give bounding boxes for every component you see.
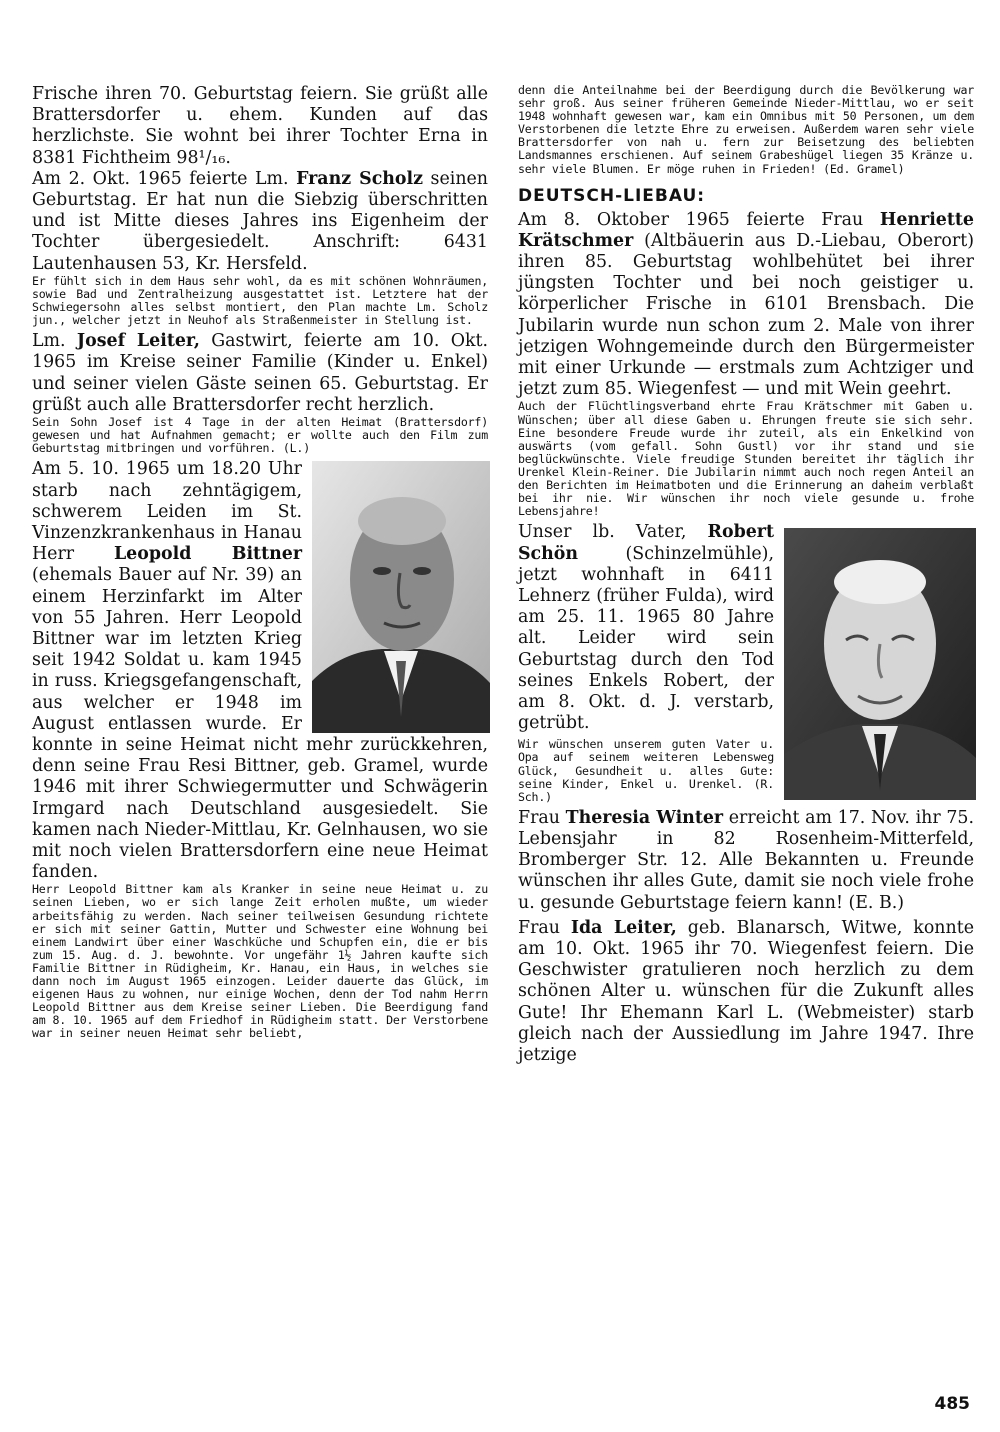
person-name: Theresia Winter <box>565 807 724 828</box>
text-run: erreicht am 17. Nov. ihr 75. Lebensjahr in 82 Rosenheim-Mitterfeld, Bromberger Str. 12. Alle Bekannten u. Freunde wünschen ihr alles Gute, damit sie noch viele frohe u. gesunde Geburtstage feiern kann! (E. B.) <box>518 807 974 913</box>
portrait-photo-leopold-bittner <box>312 461 490 733</box>
right-column <box>518 84 974 1066</box>
left-column <box>32 84 488 1044</box>
text-run: Unser lb. Vater, <box>518 522 708 543</box>
leiter-paragraph <box>32 331 488 416</box>
kraetschmer-paragraph <box>518 210 974 401</box>
person-name: Leopold Bittner <box>113 544 302 565</box>
person-name: Ida Leiter, <box>570 917 677 938</box>
text-run: Frau <box>518 917 571 938</box>
schoen-note: Wir wünschen unserem guten Vater u. Opa auf seinem weiteren Lebensweg Glück, Gesundheit u. alles Gute: seine Kinder, Enkel u. Urenkel. (R. Sch.) <box>518 737 774 804</box>
winter-paragraph <box>518 808 974 914</box>
text-run: seinen Geburtstag. Er hat nun die Siebzig überschritten und ist Mitte dieses Jahres ins Eigenheim der Tochter übergesiedelt. Anschrift: 6431 Lautenhausen 53, Kr. Hersfeld. <box>32 168 489 274</box>
text-run: Gastwirt, feierte am 10. Okt. 1965 im Kreise seiner Familie (Kinder u. Enkel) und seiner vielen Gäste seinen 65. Geburtstag. Er grüßt auch alle Brattersdorfer recht herzlich. <box>32 331 489 415</box>
scholz-paragraph <box>32 169 488 275</box>
text-run: geb. Blanarsch, Witwe, konnte am 10. Okt. 1965 ihr 70. Wiegenfest feiern. Die Geschwister gratulieren noch herzlich zu dem schönen Alter u. wünschen für die Zukunft alles Gute! Ihr Ehemann Karl L. (Webmeister) starb gleich nach der Aussiedlung im Jahre 1947. Ihre jetzige <box>518 917 974 1066</box>
bittner-note: Herr Leopold Bittner kam als Kranker in seine neue Heimat u. zu seinen Lieben, wo er sich lange Zeit erholen mußte, um wieder arbeitsfähig zu werden. Nach seiner teilweisen Gesundung richtete er sich mit seiner Gattin, Mutter und Schwester eine Wohnung bei einem Landwirt über einer Waschküche und Schupfen ein, die er bis zum 15. Aug. d. J. bewohnte. Vor ungefähr 1½ Jahren kaufte sich Familie Bittner in Rüdigheim, Kr. Hanau, ein Haus, in welches sie dann noch im August 1965 einzogen. Leider dauerte das Glück, im eigenen Haus zu wohnen, nur einige Wochen, denn der Tod nahm Herrn Leopold Bittner aus dem Kreise seiner Lieben. Die Beerdigung fand am 8. 10. 1965 auf dem Friedhof in Rüdigheim statt. Der Verstorbene war in seiner neuen Heimat sehr beliebt, <box>32 882 488 1041</box>
text-run: (Altbäuerin aus D.-Liebau, Oberort) ihren 85. Geburtstag wohlbehütet bei ihrer jüngsten Tochter und bei noch geistiger u. körperlicher Frische in 6101 Brensbach. Die Jubilarin wurde nun schon zum 2. Male von ihrer jetzigen Wohngemeinde durch den Bürgermeister mit einer Urkunde — erstmals zum Achtziger und jetzt zum 85. Wiegenfest — und mit Wein geehrt. <box>518 230 974 400</box>
page-number: 485 <box>934 1394 970 1414</box>
text-run: Am 5. 10. 1965 um 18.20 Uhr starb nach zehntägigem, schwerem Leiden im St. Vinzenzkrankenhaus in Hanau Herr <box>32 459 302 565</box>
person-name: Henriette Krätschmer <box>518 209 974 251</box>
kraetschmer-note: Auch der Flüchtlingsverband ehrte Frau Krätschmer mit Gaben u. Wünschen; über all diese Gaben u. Ehrungen freute sie sich sehr. Eine besondere Freude wurde ihr zuteil, als ein Enkelkind von auswärts (vom gefall. Sohn Gustl) vor ihr stand und sie beglückwünschte. Viele freudige Stunden bereitet ihr täglich ihr Urenkel Klein-Reiner. Die Jubilarin nimmt auch noch regen Anteil an den Berichten im Heimatboten und die Erinnerung an daheim verblaßt bei ihr nie. Wir wünschen ihr noch viele gesunde u. frohe Lebensjahre! <box>518 399 974 519</box>
person-name: Franz Scholz <box>296 168 424 189</box>
text-run: Frau <box>518 807 566 828</box>
text-run: Am 2. Okt. 1965 feierte Lm. <box>32 168 297 189</box>
leiter-note: Sein Sohn Josef ist 4 Tage in der alten Heimat (Brattersdorf) gewesen und hat Aufnahmen gemacht; er wollte auch den Film zum Geburtstag mitbringen und vorführen. (L.) <box>32 415 488 456</box>
person-name: Robert Schön <box>518 522 774 564</box>
person-name: Josef Leiter, <box>76 331 200 352</box>
text-run: Lm. <box>32 331 77 352</box>
funeral-note: denn die Anteilnahme bei der Beerdigung durch die Bevölkerung war sehr groß. Aus seiner früheren Gemeinde Nieder-Mittlau, wo er seit 1948 wohnhaft gewesen war, kam ein Omnibus mit 50 Personen, um dem Verstorbenen die letzte Ehre zu erweisen. Außerdem waren sehr viele Brattersdorfer von nah u. fern zur Beisetzung des beliebten Landsmannes erschienen. Auf seinem Grabeshügel liegen 35 Kränze u. sehr viele Blumen. Er möge ruhen in Frieden! (Ed. Gramel) <box>518 83 974 176</box>
ida-leiter-paragraph <box>518 918 974 1066</box>
section-heading: DEUTSCH-LIEBAU: <box>518 185 706 206</box>
scholz-note: Er fühlt sich in dem Haus sehr wohl, da es mit schönen Wohnräumen, sowie Bad und Zentralheizung ausgestattet ist. Letztere hat der Schwiegersohn alles selbst montiert, den Plan machte Lm. Scholz jun., welcher jetzt in Neuhof als Straßenmeister in Stellung ist. <box>32 273 488 328</box>
text-run: (Schinzelmühle), jetzt wohnhaft in 6411 Lehnerz (früher Fulda), wird am 25. 11. 1965 80 Jahre alt. Leider wird sein Geburtstag durch den Tod seines Enkels Robert, der am 8. Okt. d. J. verstarb, getrübt. <box>518 543 774 734</box>
text-run: Am 8. Oktober 1965 feierte Frau <box>518 209 880 230</box>
text-run: (ehemals Bauer auf Nr. 39) an einem Herzinfarkt im Alter von 55 Jahren. Herr Leopold Bittner war im letzten Krieg seit 1942 Soldat u. kam 1945 in russ. Kriegsgefangenschaft, aus welcher er 1948 im August entlassen wurde. Er konnte in seine Heimat nicht mehr zurückkehren, denn seine Frau Resi Bittner, geb. Gramel, wurde 1946 mit ihrer Schwiegermutter und Schwägerin Irmgard nach Deutschland ausgesiedelt. Sie kamen nach Nieder-Mittlau, Kr. Gelnhausen, wo sie mit noch vielen Brattersdorfern eine neue Heimat fanden. <box>32 565 488 883</box>
frische-paragraph: Frische ihren 70. Geburtstag feiern. Sie grüßt alle Brattersdorfer u. ehem. Kunden auf das herzlichste. Sie wohnt bei ihrer Tochter Erna in 8381 Fichtheim 98¹/₁₆. <box>32 84 488 168</box>
portrait-photo-robert-schoen <box>784 528 976 800</box>
